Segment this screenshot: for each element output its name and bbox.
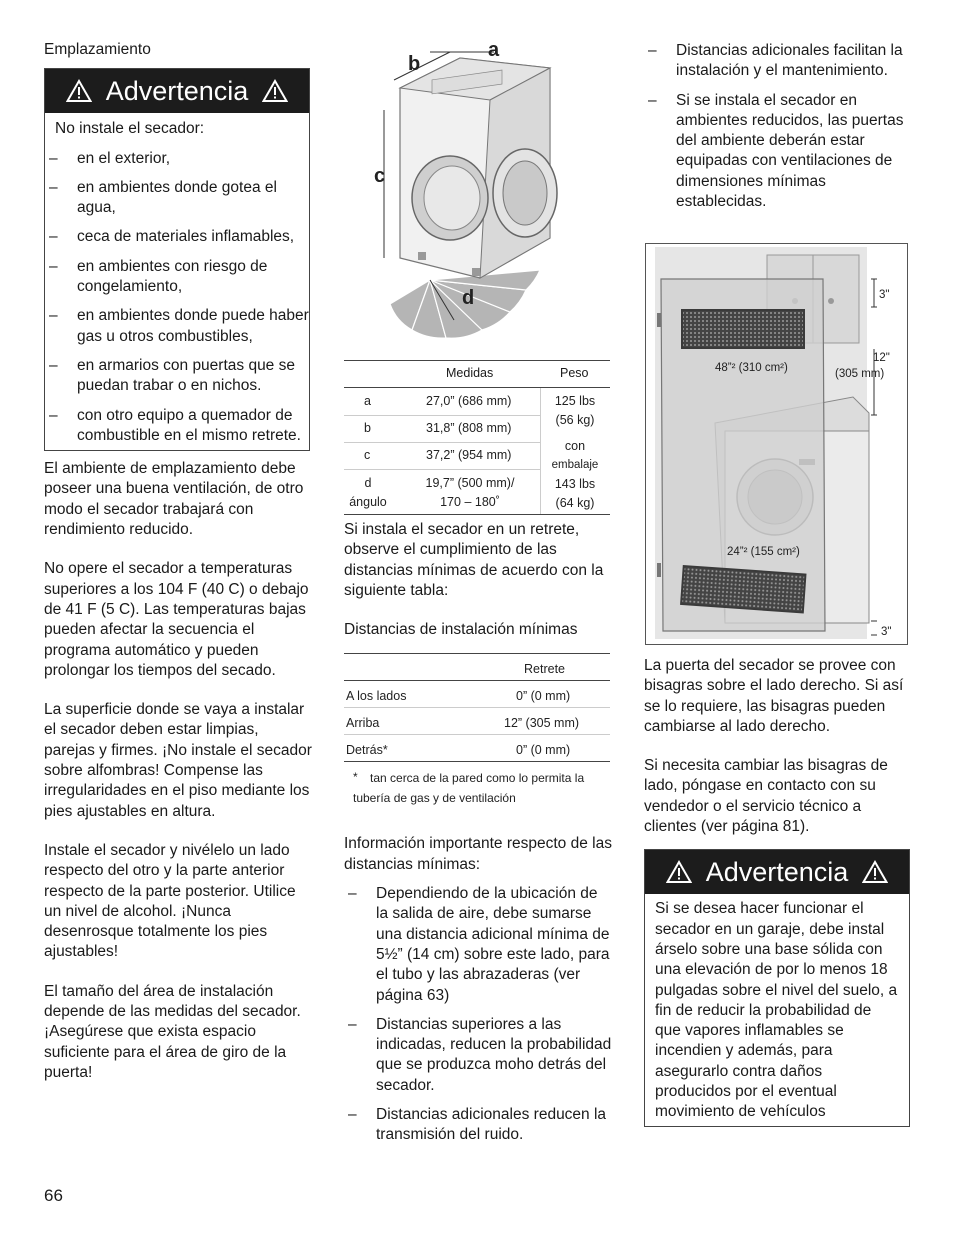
warning-text: Si se desea hacer funcionar el secador en un garaje, debe instal árselo sobre una base sólida con una elevación de por lo menos 18 pulgadas sobre el nivel del suelo, a fin de reducir la probabilidad de que vapores inflamables se incendien y además, para asegurarlo contra daños producidos por el eventual movimiento de vehículos: [655, 900, 898, 1121]
dimension-mid-label: 12": [873, 352, 890, 364]
vent-bottom-label: 24”² (155 cm²): [727, 546, 800, 558]
right-column-top: [644, 41, 906, 221]
table-cell: 0” (0 mm): [516, 743, 571, 758]
table-cell: 37,2” (954 mm): [426, 448, 512, 462]
warning-item: – ceca de materiales inflamables,: [45, 227, 309, 247]
warning-title: Advertencia: [105, 76, 249, 107]
info-item: – Distancias superiores a las indicadas, reducen la probabilidad que se produzca moho detrás del secador.: [344, 1015, 612, 1096]
warning-title: Advertencia: [705, 857, 849, 888]
footnote-text: tan cerca de la pared como lo permita la: [370, 771, 585, 786]
warning-item: – en ambientes con riesgo de congelamiento,: [45, 257, 309, 298]
dimension-top-label: 3": [879, 289, 890, 301]
closet-ventilation-figure: [645, 243, 908, 645]
warning-item: – con otro equipo a quemador de combustible en el mismo retrete.: [45, 406, 309, 447]
warning-intro: No instale el secador:: [55, 120, 205, 138]
dimension-mid-mm-label: (305 mm): [835, 368, 885, 380]
table-header: Retrete: [524, 662, 565, 677]
table-cell: b: [364, 421, 371, 435]
paragraph: El ambiente de emplazamiento debe poseer una buena ventilación, de otro modo el secador trabajará con rendimiento reducido.: [44, 460, 304, 539]
paragraph: El tamaño del área de instalación depende de las medidas del secador. ¡Asegúrese que exista espacio suficiente para el área de giro de la puerta!: [44, 982, 301, 1081]
weight-text: (64 kg): [555, 496, 595, 510]
weight-text: 143 lbs: [554, 477, 596, 491]
warning-triangle-icon: [66, 79, 92, 103]
paragraph: Si necesita cambiar las bisagras de lado, póngase en contacto con su vendedor o el servicio técnico a clientes (ver página 81).: [644, 757, 888, 836]
dimension-label-a: a: [488, 39, 500, 61]
warning-triangle-icon: [666, 860, 692, 884]
table-cell: A los lados: [346, 689, 407, 704]
table-cell: 0” (0 mm): [516, 689, 571, 704]
middle-column: [344, 520, 612, 1155]
warning-item: – en el exterior,: [45, 149, 309, 169]
paragraph: No opere el secador a temperaturas superiores a los 104 F (40 C) o debajo de 41 F (5 C). Las temperaturas bajas pueden afectar la secuencia el programa automático y pueden prolongar los tiempos del secado.: [44, 560, 309, 679]
list-item: – Si se instala el secador en ambientes reducidos, las puertas del ambiente deberán estar equipadas con ventilaciones de dimensiones mínimas establecidas.: [644, 91, 906, 213]
weight-text: (56 kg): [555, 413, 595, 427]
section-title: Emplazamiento: [44, 41, 151, 58]
table-cell: c: [364, 448, 371, 462]
warning-box-right: [644, 849, 910, 1126]
dryer-dimension-diagram: [360, 38, 610, 338]
dimension-label-d: d: [462, 287, 475, 309]
weight-text: 125 lbs: [554, 394, 596, 408]
footnote: [344, 768, 612, 808]
vent-top-label: 48”² (310 cm²): [715, 362, 788, 374]
info-item: – Distancias adicionales reducen la transmisión del ruido.: [344, 1105, 612, 1146]
paragraph: La superficie donde se vaya a instalar el secador deben estar limpias, parejas y firmes. ¡No instale el secador sobre alfombras! Compense las irregularidades en el piso mediante los pies ajustables en altura.: [44, 701, 312, 820]
footnote-text: tubería de gas y de ventilación: [353, 791, 516, 806]
warning-item: – en ambientes donde puede haber gas u otros combustibles,: [45, 306, 309, 347]
table-cell: a: [364, 394, 371, 408]
dimension-label-b: b: [408, 53, 421, 75]
warning-triangle-icon: [262, 79, 288, 103]
dimension-label-c: c: [374, 165, 386, 187]
warning-header: [645, 850, 909, 894]
min-distance-title: Distancias de instalación mínimas: [344, 621, 578, 639]
footnote-mark: *: [353, 770, 358, 785]
paragraph: Instale el secador y nivélelo un lado respecto del otro y la parte anterior respecto de la parte posterior. Utilice un nivel de alcohol. ¡Nunca desenrosque totalmente los pies ajustables!: [44, 841, 296, 961]
table-cell: Detrás*: [346, 743, 388, 758]
weight-text: embalaje: [551, 459, 599, 471]
table-cell: 27,0” (686 mm): [426, 394, 512, 408]
warning-header: [45, 69, 309, 113]
info-title: Información importante respecto de las distancias mínimas:: [344, 835, 612, 873]
dimension-table: [344, 360, 610, 515]
table-header: Peso: [560, 366, 589, 380]
warning-box-left: [44, 68, 310, 451]
weight-text: con: [564, 439, 586, 453]
table-cell: 31,8” (808 mm): [426, 421, 512, 435]
right-column-bottom: [644, 656, 910, 1127]
weight-cell: [540, 392, 610, 513]
table-cell: 12” (305 mm): [504, 716, 580, 731]
dimension-bottom-label: 3": [881, 626, 892, 638]
warning-item: – en ambientes donde gotea el agua,: [45, 178, 309, 219]
info-item: – Dependiendo de la ubicación de la salida de aire, debe sumarse una distancia adicional mínima de 5½” (14 cm) sobre este lado, para el tubo y las abrazaderas (ver página 63): [344, 884, 612, 1006]
table-cell: d ángulo: [349, 476, 387, 509]
page-number: 66: [44, 1186, 63, 1205]
table-cell: Arriba: [346, 716, 380, 731]
paragraph: La puerta del secador se provee con bisagras sobre el lado derecho. Si así se lo requiere, las bisagras pueden cambiarse al lado derecho.: [644, 657, 904, 735]
table-header: Medidas: [446, 366, 494, 380]
warning-triangle-icon: [862, 860, 888, 884]
warning-item: – en armarios con puertas que se puedan trabar o en nichos.: [45, 356, 309, 397]
intro-text: Si instala el secador en un retrete, observe el cumplimiento de las distancias mínimas de acuerdo con la siguiente tabla:: [344, 521, 604, 599]
table-cell: 19,7” (500 mm)/ 170 – 180˚: [425, 476, 515, 509]
distance-table: [344, 653, 610, 762]
left-column: [44, 40, 312, 1102]
list-item: – Distancias adicionales facilitan la instalación y el mantenimiento.: [644, 41, 906, 82]
